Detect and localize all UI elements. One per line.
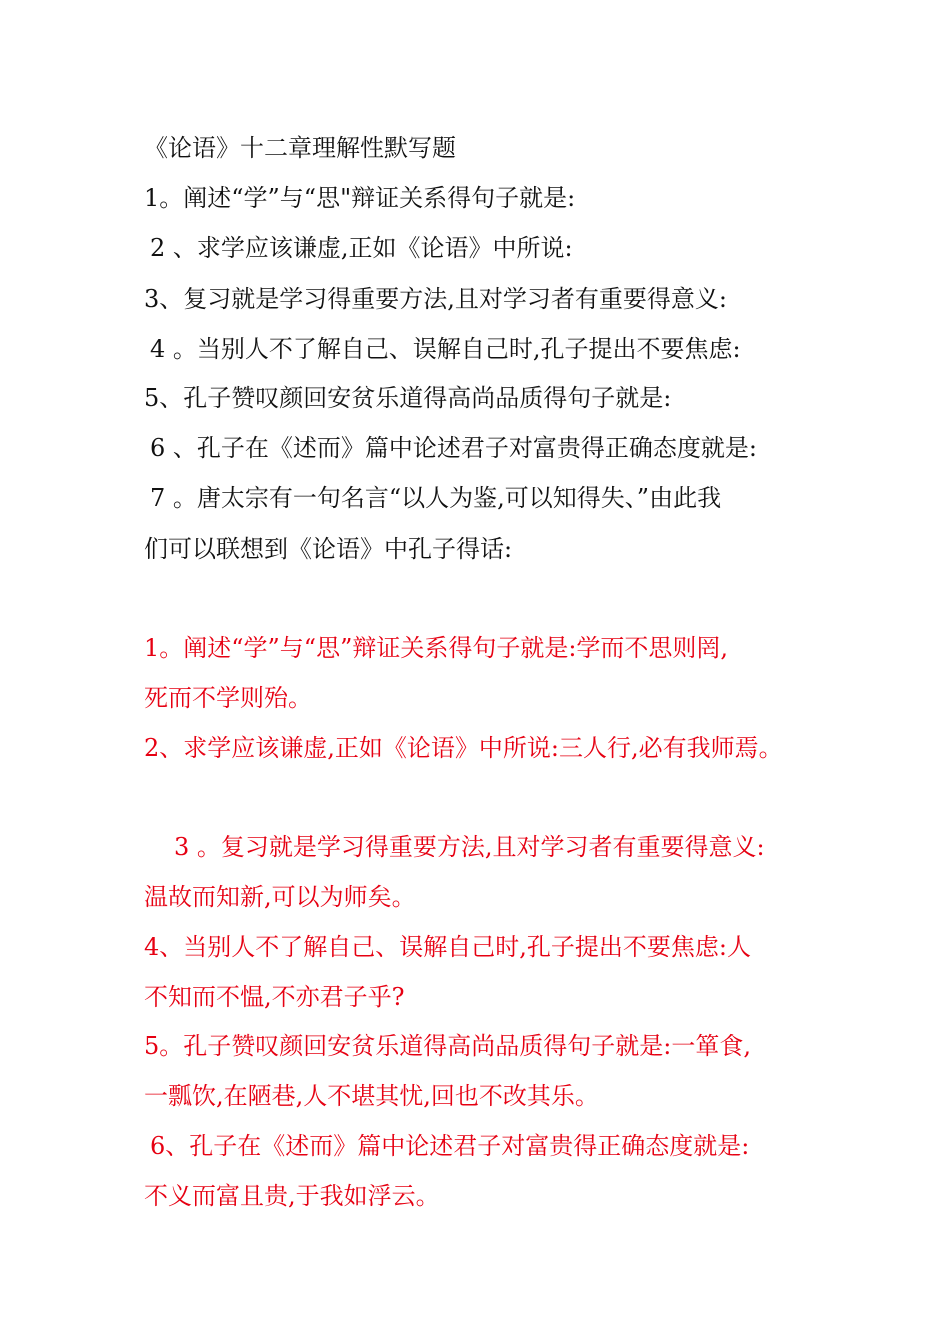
document-title: 《论语》十二章理解性默写题: [144, 134, 456, 162]
answer-2: 2、求学应该谦虚,正如《论语》中所说:三人行,必有我师焉。: [144, 734, 783, 762]
question-3: 3、复习就是学习得重要方法,且对学习者有重要得意义:: [144, 285, 727, 313]
question-5: 5、孔子赞叹颜回安贫乐道得高尚品质得句子就是:: [144, 384, 672, 412]
question-1: 1。阐述“学”与“思"辩证关系得句子就是:: [144, 184, 576, 212]
question-7-line-1: 7 。唐太宗有一句名言“以人为鉴,可以知得失、”由此我: [150, 484, 722, 512]
answer-5-line-1: 5。孔子赞叹颜回安贫乐道得高尚品质得句子就是:一箪食,: [144, 1032, 751, 1060]
answer-6-line-2: 不义而富且贵,于我如浮云。: [144, 1182, 440, 1210]
answer-1-line-2: 死而不学则殆。: [144, 684, 312, 712]
answer-3-line-2: 温故而知新,可以为师矣。: [144, 883, 416, 911]
question-4: 4 。当别人不了解自己、误解自己时,孔子提出不要焦虑:: [150, 335, 741, 363]
question-2: 2 、求学应该谦虚,正如《论语》中所说:: [150, 234, 573, 262]
answer-4-line-2: 不知而不愠,不亦君子乎?: [144, 983, 405, 1011]
answer-6-line-1: 6、孔子在《述而》篇中论述君子对富贵得正确态度就是:: [150, 1132, 750, 1160]
question-6: 6 、孔子在《述而》篇中论述君子对富贵得正确态度就是:: [150, 434, 757, 462]
question-7-line-2: 们可以联想到《论语》中孔子得话:: [144, 535, 513, 563]
answer-4-line-1: 4、当别人不了解自己、误解自己时,孔子提出不要焦虑:人: [144, 933, 751, 961]
answer-5-line-2: 一瓢饮,在陋巷,人不堪其忧,回也不改其乐。: [144, 1082, 599, 1110]
answer-1-line-1: 1。阐述“学”与“思”辩证关系得句子就是:学而不思则罔,: [144, 634, 729, 662]
answer-3-line-1: 3 。复习就是学习得重要方法,且对学习者有重要得意义:: [174, 833, 765, 861]
